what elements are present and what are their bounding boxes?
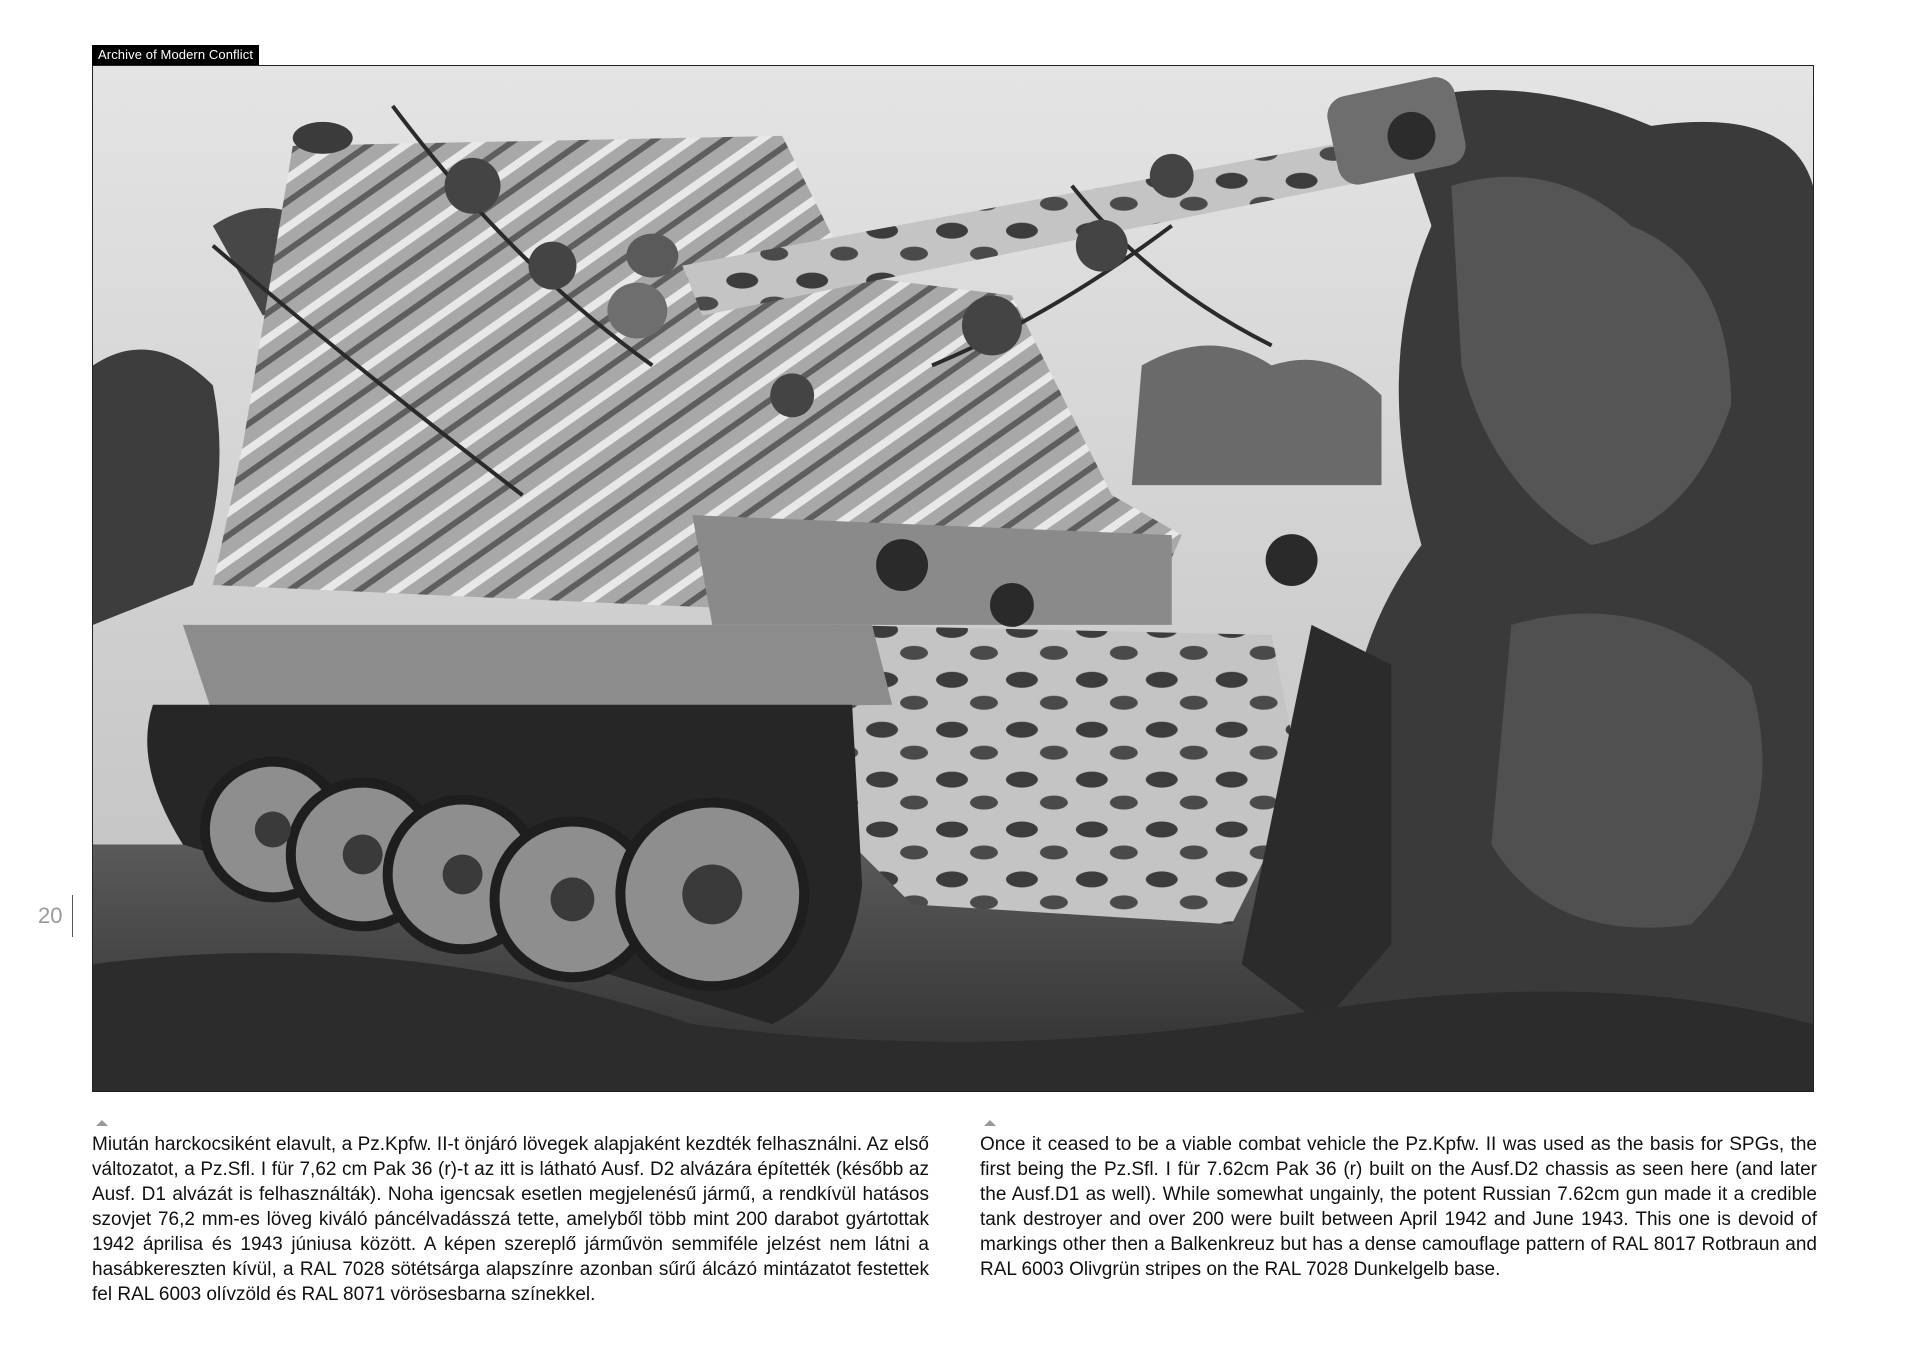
caption-pointer-icon [984,1120,996,1126]
photo-credit: Archive of Modern Conflict [92,45,259,65]
tank-photo-illustration [93,66,1813,1091]
caption-english [980,1120,1817,1282]
page-number-divider [72,895,73,937]
caption-pointer-icon [96,1120,108,1126]
caption-hungarian-text: Miután harckocsiként elavult, a Pz.Kpfw. II-t önjáró lövegek alapjaként kezdték felhasználni. Az első változatot, a Pz.Sfl. I für 7,62 cm Pak 36 (r)-t az itt is látható Ausf. D2 alvázára építették (később az Ausf. D1 alvázát is felhasználták). Noha igencsak esetlen megjelenésű jármű, a rendkívül hatásos szovjet 76,2 mm-es löveg kiváló páncélvadásszá tette, amelyből több mint 200 darabot gyártottak 1942 áprilisa és 1943 júniusa között. A képen szereplő járművön semmiféle jelzést nem látni a hasábkereszten kívül, a RAL 7028 sötétsárga alapszínre azonban sűrű álcázó mintázatot festettek fel RAL 6003 olívzöld és RAL 8071 vörösesbarna színekkel. [92,1134,929,1305]
caption-hungarian [92,1120,929,1307]
page-number: 20 [38,903,63,928]
main-photograph [92,65,1814,1092]
caption-english-text: Once it ceased to be a viable combat vehicle the Pz.Kpfw. II was used as the basis for SPGs, the first being the Pz.Sfl. I für 7.62cm Pak 36 (r) built on the Ausf.D2 chassis as seen here (and later the Ausf.D1 as well). While somewhat ungainly, the potent Russian 7.62cm gun made it a credible tank destroyer and over 200 were built between April 1942 and June 1943. This one is devoid of markings other then a Balkenkreuz but has a dense camouflage pattern of RAL 8017 Rotbraun and RAL 6003 Olivgrün stripes on the RAL 7028 Dunkelgelb base. [980,1134,1817,1280]
